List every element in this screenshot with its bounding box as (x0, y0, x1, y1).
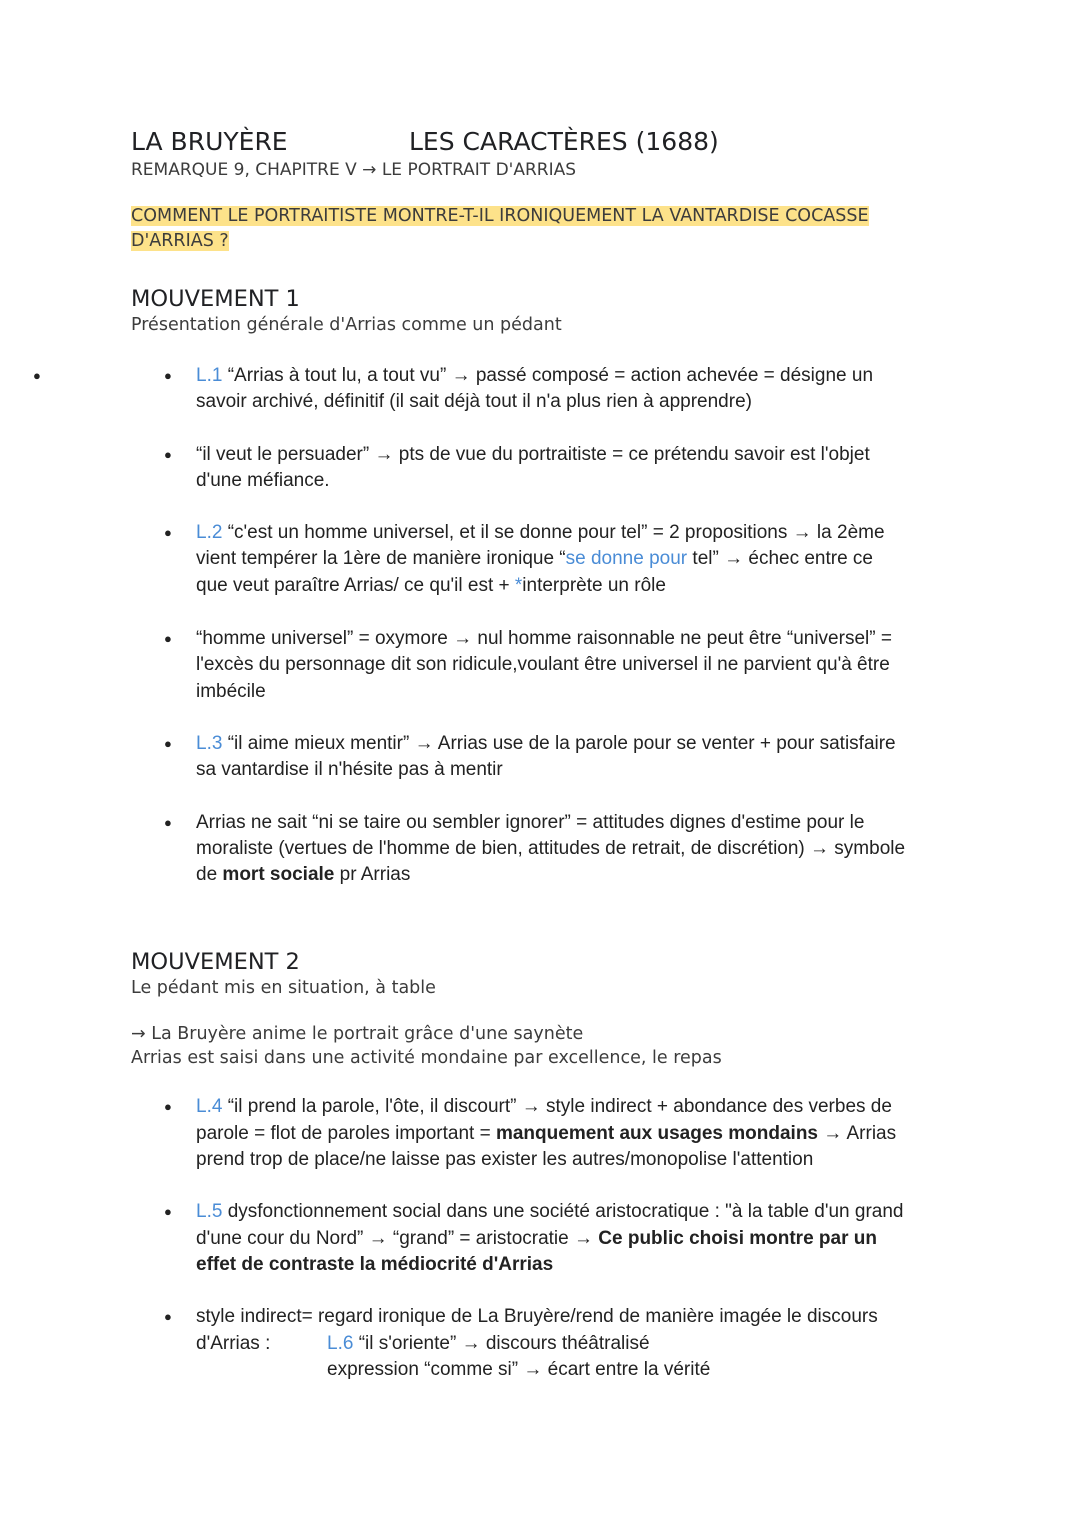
bold-term: manquement aux usages mondains (495, 1122, 818, 1144)
item-text: “c'est un homme universel, et il se donne pour tel” = 2 propositions → la 2ème (222, 522, 885, 544)
list-item (131, 1304, 951, 1383)
item-text: pr Arrias (334, 864, 411, 886)
item-text: que veut paraître Arrias/ ce qu'il est + (196, 574, 515, 596)
movement-1-section (131, 285, 951, 416)
line-ref: L.1 (196, 365, 223, 386)
bold-term: mort sociale (222, 864, 335, 886)
list-item (131, 810, 951, 889)
bold-term: effet de contraste la médiocrité d'Arrias (196, 1253, 554, 1275)
item-text: imbécile (196, 680, 266, 702)
work-title: LES CARACTÈRES (1688) (409, 127, 719, 156)
movement-1-title: MOUVEMENT 1 (131, 286, 300, 312)
line-ref: L.2 (196, 522, 223, 544)
list-item: ● ● L.1 “Arrias à tout lu, a tout vu” → passé composé = action achevée = désigne un savoir archivé, définitif (il sait déjà tout il n'a plus rien à apprendre) (0, 363, 951, 416)
movement-1-list (0, 363, 951, 416)
title-row (131, 126, 951, 158)
document-subtitle: REMARQUE 9, CHAPITRE V → LE PORTRAIT D'ARRIAS (131, 160, 577, 180)
movement-1-list-rest (131, 442, 951, 889)
item-text: “homme universel” = oxymore → nul homme raisonnable ne peut être “universel” = (196, 628, 892, 650)
line-ref: L.4 (196, 1096, 223, 1118)
item-text: savoir archivé, définitif (il sait déjà tout il n'a plus rien à apprendre) (196, 391, 752, 413)
item-text: “il aime mieux mentir” → Arrias use de la parole pour se venter + pour satisfaire (222, 732, 896, 754)
list-item-continuation (131, 626, 951, 705)
line-ref: L.5 (196, 1201, 223, 1223)
highlighted-quote: se donne pour (565, 548, 688, 570)
problem-question (131, 204, 951, 254)
document-page (131, 126, 951, 1409)
item-text: moraliste (vertues de l'homme de bien, attitudes de retrait, de discrétion) → symbole (196, 837, 906, 859)
item-text: d'une méfiance. (196, 469, 330, 491)
item-text: d'une cour du Nord” → “grand” = aristocratie → (196, 1227, 599, 1249)
item-text: dysfonctionnement social dans une société aristocratique : "à la table d'un grand (222, 1201, 904, 1223)
item-text: parole = flot de paroles important = (196, 1122, 496, 1144)
item-text: tel” → échec entre ce (687, 548, 874, 570)
item-text: interprète un rôle (522, 574, 666, 596)
list-item (131, 1094, 951, 1173)
asterisk-mark: * (514, 574, 523, 596)
line-ref: L.3 (196, 732, 223, 754)
question-line-2: D'ARRIAS ? (131, 231, 229, 251)
list-item (131, 520, 951, 599)
intro-line: Arrias est saisi dans une activité mondaine par excellence, le repas (131, 1048, 722, 1069)
list-item (131, 1199, 951, 1278)
intro-line: → La Bruyère anime le portrait grâce d'une saynète (131, 1024, 584, 1045)
item-text: → Arrias (818, 1122, 897, 1144)
item-text: “Arrias à tout lu, a tout vu” → passé composé = action achevée = désigne un (222, 365, 874, 386)
list-item (131, 442, 951, 495)
author-name: LA BRUYÈRE (131, 127, 288, 156)
movement-2-title: MOUVEMENT 2 (131, 949, 300, 976)
movement-2-subtitle: Le pédant mis en situation, à table (131, 978, 436, 999)
list-item (131, 731, 951, 784)
question-line-1: COMMENT LE PORTRAITISTE MONTRE-T-IL IRONIQUEMENT LA VANTARDISE COCASSE (131, 206, 869, 226)
item-text: vient tempérer la 1ère de manière ironique “ (196, 548, 566, 570)
movement-2-list (131, 1094, 951, 1383)
line-ref: L.6 (327, 1332, 354, 1354)
sub-line (196, 1331, 951, 1357)
item-text: de (196, 864, 223, 886)
item-text: “il s'oriente” → discours théâtralisé (353, 1332, 650, 1354)
movement-2-section (131, 948, 951, 1383)
movement-1-subtitle: Présentation générale d'Arrias comme un pédant (131, 315, 562, 335)
movement-2-intro (131, 1022, 951, 1070)
item-text: prend trop de place/ne laisse pas exister les autres/monopolise l'attention (196, 1149, 814, 1171)
bold-term: Ce public choisi montre par un (598, 1227, 877, 1249)
item-text: expression “comme si” → écart entre la vérité (327, 1358, 711, 1380)
item-text: Arrias ne sait “ni se taire ou sembler ignorer” = attitudes dignes d'estime pour le (196, 811, 865, 833)
item-text: “il prend la parole, l'ôte, il discourt” → style indirect + abondance des verbes de (222, 1096, 892, 1118)
item-text: l'excès du personnage dit son ridicule,voulant être universel il ne parvient qu'à être (196, 654, 890, 676)
item-text: sa vantardise il n'hésite pas à mentir (196, 759, 503, 781)
item-label: d'Arrias : (196, 1332, 271, 1354)
item-text: “il veut le persuader” → pts de vue du portraitiste = ce prétendu savoir est l'objet (196, 443, 870, 465)
item-text: style indirect= regard ironique de La Bruyère/rend de manière imagée le discours (196, 1306, 878, 1328)
